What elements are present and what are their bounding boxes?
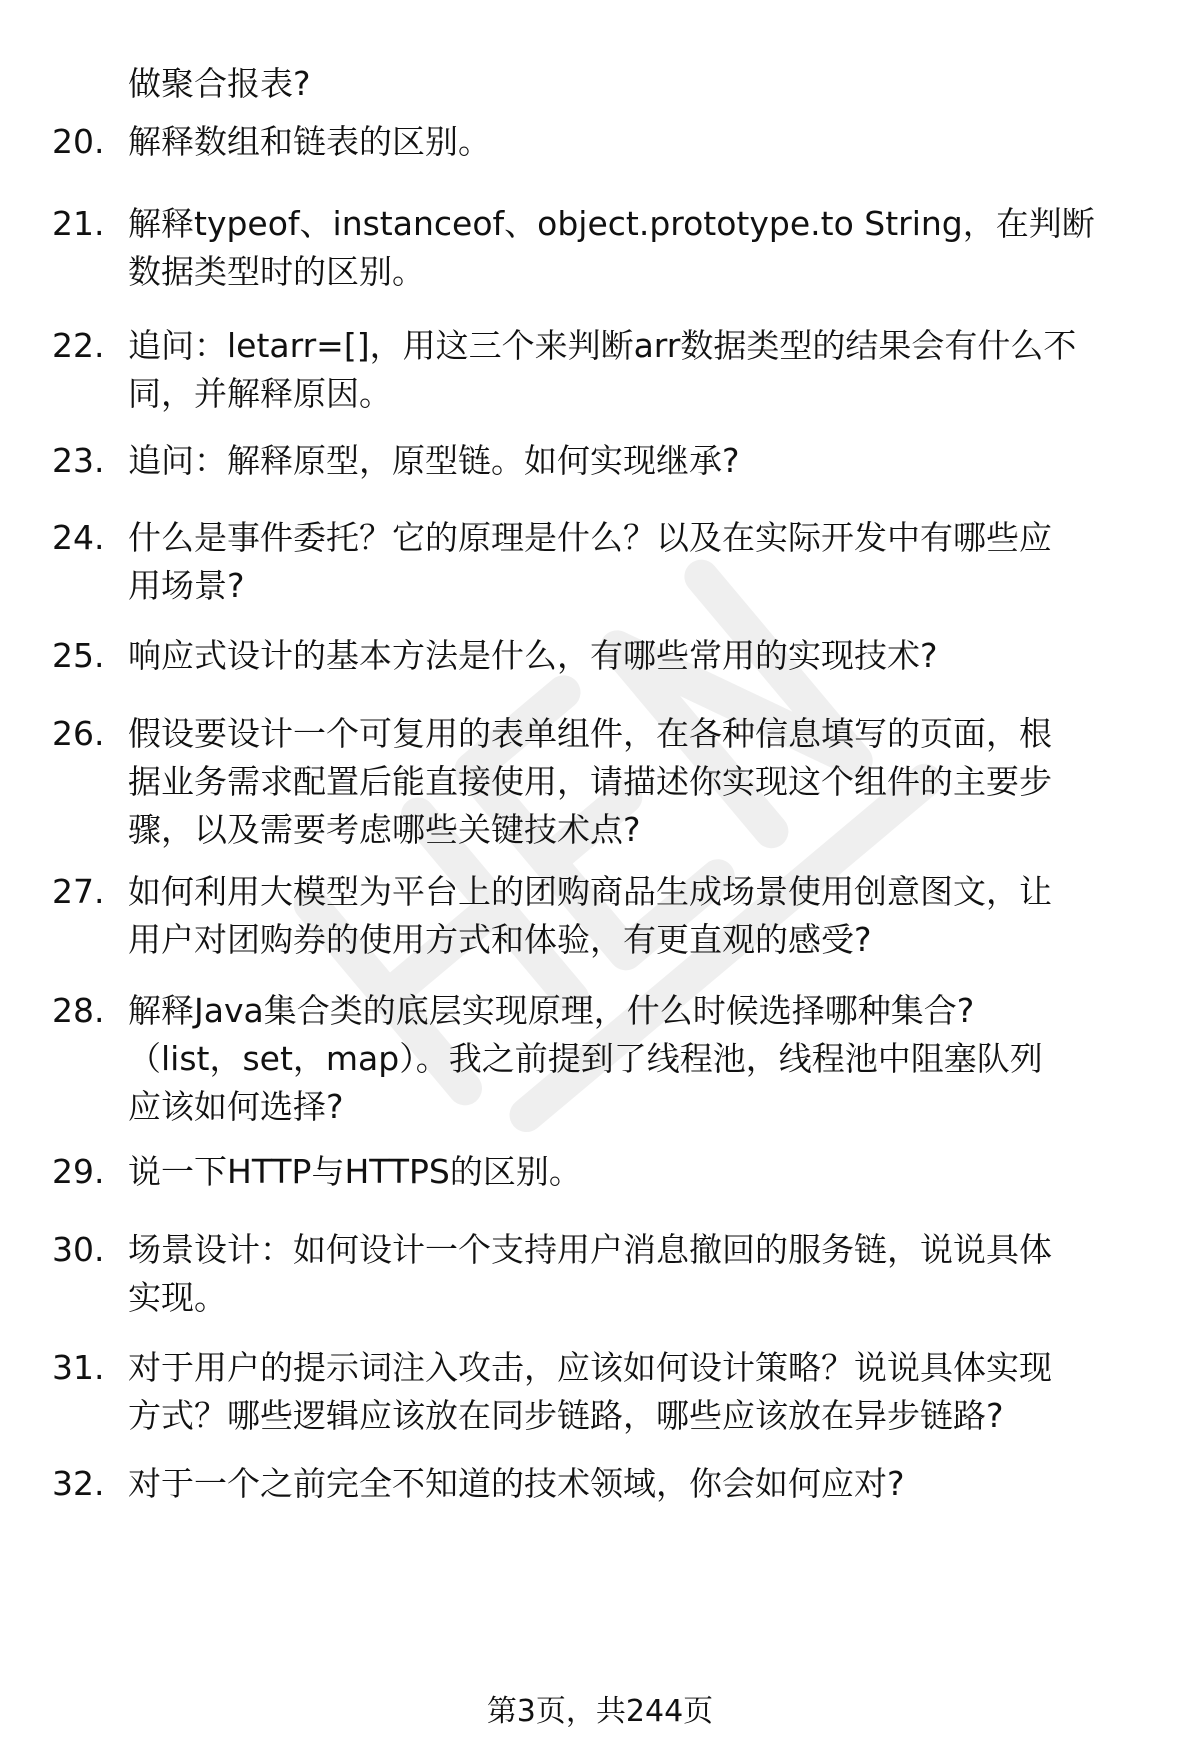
question-number: 29. (52, 1152, 105, 1191)
question-text (128, 118, 491, 166)
page-footer: 第3页，共244页 (486, 1694, 714, 1729)
question-text-line: 说一下HTTP与HTTPS的区别。 (128, 1152, 582, 1191)
question-text-line: 对于用户的提示词注入攻击，应该如何设计策略？说说具体实现 (128, 1348, 1052, 1387)
question-number: 20. (52, 122, 105, 161)
question-text-line: 应该如何选择? (128, 1087, 344, 1126)
question-text (128, 632, 938, 680)
question-number: 21. (52, 204, 105, 243)
question-number: 27. (52, 872, 105, 911)
question-text-line: 数据类型时的区别。 (128, 252, 425, 291)
question-text-line: 骤，以及需要考虑哪些关键技术点? (128, 810, 641, 849)
question-text-line: 响应式设计的基本方法是什么，有哪些常用的实现技术? (128, 636, 938, 675)
question-text (128, 437, 740, 485)
question-text-line: 解释Java集合类的底层实现原理，什么时候选择哪种集合? (128, 991, 975, 1030)
question-text (128, 868, 1052, 964)
question-text-line: 什么是事件委托？它的原理是什么？以及在实际开发中有哪些应 (128, 518, 1052, 557)
question-text-line: 场景设计：如何设计一个支持用户消息撤回的服务链，说说具体 (128, 1230, 1052, 1269)
question-text-line: 用场景? (128, 566, 245, 605)
question-text-line: 方式？哪些逻辑应该放在同步链路，哪些应该放在异步链路? (128, 1396, 1004, 1435)
continuation-text: 做聚合报表? (128, 64, 311, 103)
question-text-line: 解释typeof、instanceof、object.prototype.to String，在判断 (128, 204, 1095, 243)
question-number: 32. (52, 1464, 105, 1503)
question-text-line: 追问：letarr=[]，用这三个来判断arr数据类型的结果会有什么不 (128, 326, 1077, 365)
question-number: 26. (52, 714, 105, 753)
question-text (128, 1226, 1052, 1322)
question-number: 25. (52, 636, 105, 675)
question-number: 22. (52, 326, 105, 365)
question-text-line: 解释数组和链表的区别。 (128, 122, 491, 161)
question-number: 24. (52, 518, 105, 557)
question-number: 30. (52, 1230, 105, 1269)
question-text (128, 322, 1076, 418)
question-text-line: （list，set，map）。我之前提到了线程池，线程池中阻塞队列 (128, 1039, 1043, 1078)
question-text (128, 1460, 905, 1508)
question-number: 23. (52, 441, 105, 480)
question-text-line: 用户对团购券的使用方式和体验，有更直观的感受? (128, 920, 872, 959)
question-text (128, 1344, 1052, 1440)
question-text (128, 710, 1052, 854)
question-text-line: 对于一个之前完全不知道的技术领域，你会如何应对? (128, 1464, 905, 1503)
question-text (128, 1148, 582, 1196)
question-text-line: 如何利用大模型为平台上的团购商品生成场景使用创意图文，让 (128, 872, 1052, 911)
question-text-line: 实现。 (128, 1278, 227, 1317)
question-text-line: 同，并解释原因。 (128, 374, 392, 413)
question-text (128, 987, 1043, 1131)
question-text-line: 假设要设计一个可复用的表单组件，在各种信息填写的页面，根 (128, 714, 1052, 753)
question-text (128, 514, 1052, 610)
question-number: 28. (52, 991, 105, 1030)
question-text-line: 追问：解释原型，原型链。如何实现继承? (128, 441, 740, 480)
question-text-line: 据业务需求配置后能直接使用，请描述你实现这个组件的主要步 (128, 762, 1052, 801)
question-text (128, 200, 1095, 296)
question-number: 31. (52, 1348, 105, 1387)
